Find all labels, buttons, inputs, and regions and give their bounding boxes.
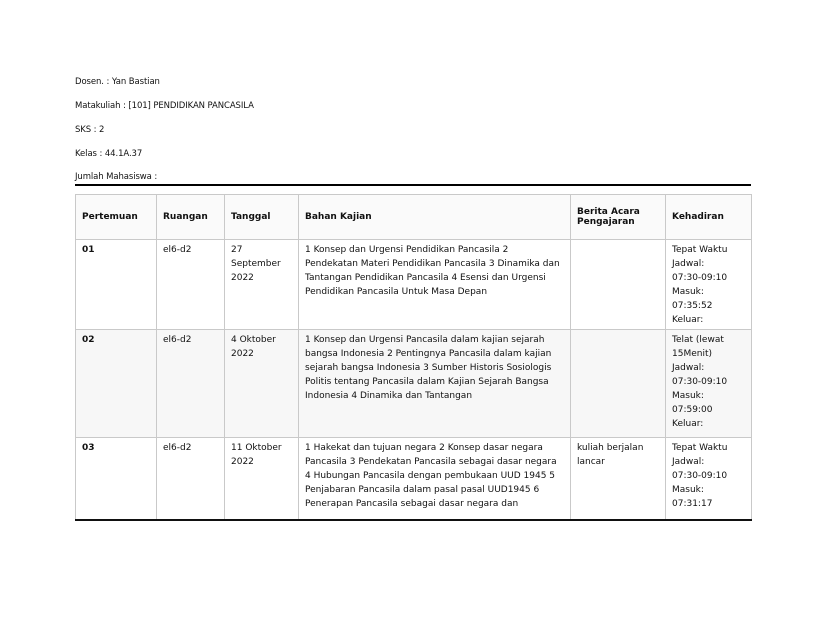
kehadiran-keluar-label: Keluar: [672, 315, 704, 325]
cell-bahan-kajian: 1 Konsep dan Urgensi Pendidikan Pancasila 2 Pendekatan Materi Pendidikan Pancasila 3 Dinamika dan Tantangan Pendidikan Pancasila 4 Esensi dan Urgensi Pendidikan Pancasila Untuk Masa Depan [299, 240, 571, 330]
kehadiran-keluar-label: Keluar: [672, 419, 704, 429]
cell-tanggal: 11 Oktober 2022 [225, 438, 299, 521]
kehadiran-masuk-value: 07:59:00 [672, 405, 713, 415]
jumlah-mahasiswa-line: Jumlah Mahasiswa : [75, 172, 158, 182]
table-header-row [76, 195, 752, 240]
col-header-kehadiran: Kehadiran [666, 195, 752, 240]
kehadiran-masuk-label: Masuk: [672, 485, 704, 495]
cell-bahan-kajian: 1 Konsep dan Urgensi Pancasila dalam kajian sejarah bangsa Indonesia 2 Pentingnya Pancasila dalam kajian sejarah bangsa Indonesia 3 Sumber Historis Sosiologis Politis tentang Pancasila dalam Kajian Sejarah Bangsa Indonesia 4 Dinamika dan Tantangan [299, 330, 571, 438]
cell-kehadiran [666, 330, 752, 438]
cell-berita-acara [571, 330, 666, 438]
dosen-line: Dosen. : Yan Bastian [75, 77, 160, 87]
matakuliah-line: Matakuliah : [101] PENDIDIKAN PANCASILA [75, 101, 254, 111]
cell-tanggal: 27 September 2022 [225, 240, 299, 330]
kehadiran-jadwal-value: 07:30-09:10 [672, 273, 728, 283]
cell-bahan-kajian: 1 Hakekat dan tujuan negara 2 Konsep dasar negara Pancasila 3 Pendekatan Pancasila sebagai dasar negara 4 Hubungan Pancasila dengan pembukaan UUD 1945 5 Penjabaran Pancasila dalam pasal pasal UUD1945 6 Penerapan Pancasila sebagai dasar negara dan [299, 438, 571, 521]
cell-ruangan: el6-d2 [157, 438, 225, 521]
kehadiran-jadwal-label: Jadwal: [672, 457, 705, 467]
kehadiran-masuk-value: 07:35:52 [672, 301, 713, 311]
table-row [76, 330, 752, 438]
cell-berita-acara: kuliah berjalan lancar [571, 438, 666, 521]
cell-ruangan: el6-d2 [157, 240, 225, 330]
kehadiran-status: Telat (lewat [672, 335, 724, 345]
kehadiran-jadwal-label: Jadwal: [672, 259, 705, 269]
table-row [76, 438, 752, 521]
kehadiran-masuk-value: 07:31:17 [672, 499, 713, 509]
cell-kehadiran [666, 438, 752, 521]
col-header-pertemuan: Pertemuan [76, 195, 157, 240]
kelas-line: Kelas : 44.1A.37 [75, 149, 143, 159]
sks-line: SKS : 2 [75, 125, 105, 135]
cell-berita-acara [571, 240, 666, 330]
col-header-ruangan: Ruangan [157, 195, 225, 240]
cell-pertemuan: 03 [76, 438, 157, 521]
header-divider [75, 184, 751, 186]
kehadiran-masuk-label: Masuk: [672, 287, 704, 297]
cell-pertemuan: 02 [76, 330, 157, 438]
col-header-berita-acara: Berita Acara Pengajaran [571, 195, 666, 240]
col-header-tanggal: Tanggal [225, 195, 299, 240]
cell-tanggal: 4 Oktober 2022 [225, 330, 299, 438]
attendance-table [75, 194, 752, 521]
cell-kehadiran [666, 240, 752, 330]
kehadiran-masuk-label: Masuk: [672, 391, 704, 401]
col-header-bahan-kajian: Bahan Kajian [299, 195, 571, 240]
cell-pertemuan: 01 [76, 240, 157, 330]
kehadiran-jadwal-value: 07:30-09:10 [672, 377, 728, 387]
kehadiran-status-detail: 15Menit) [672, 349, 712, 359]
kehadiran-status: Tepat Waktu [672, 443, 728, 453]
kehadiran-status: Tepat Waktu [672, 245, 728, 255]
cell-ruangan: el6-d2 [157, 330, 225, 438]
kehadiran-jadwal-label: Jadwal: [672, 363, 705, 373]
table-row [76, 240, 752, 330]
kehadiran-jadwal-value: 07:30-09:10 [672, 471, 728, 481]
